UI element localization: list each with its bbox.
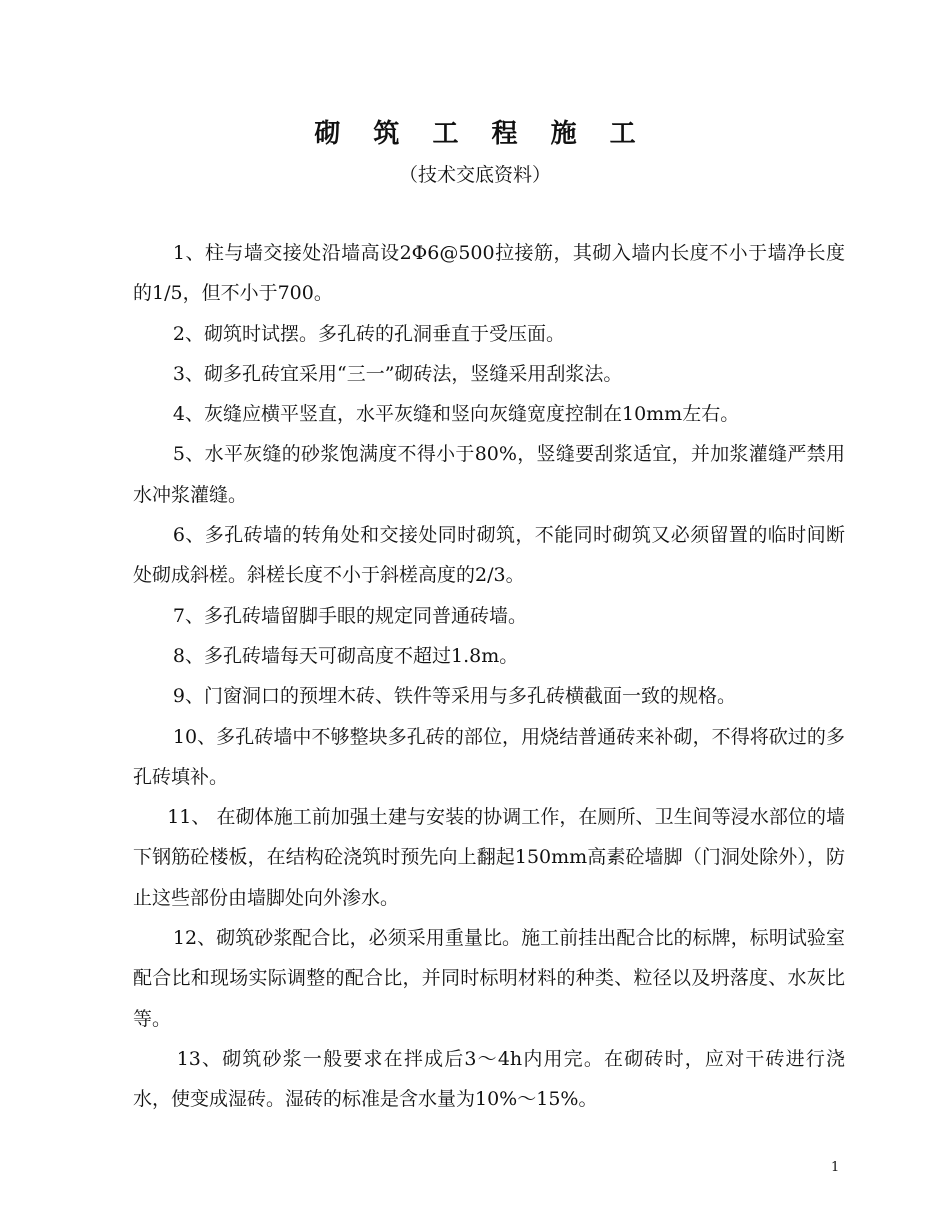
paragraph-12: 12、砌筑砂浆配合比，必须采用重量比。施工前挂出配合比的标牌，标明试验室配合比和现场实际调整的配合比，并同时标明材料的种类、粒径以及坍落度、水灰比等。	[133, 927, 845, 1030]
paragraph-11: 11、 在砌体施工前加强土建与安装的协调工作，在厕所、卫生间等浸水部位的墙下钢筋砼楼板，在结构砼浇筑时预先向上翻起150mm高素砼墙脚（门洞处除外），防止这些部份由墙脚处向外渗水。	[133, 806, 845, 909]
paragraph-13: 13、砌筑砂浆一般要求在拌成后3～4h内用完。在砌砖时，应对干砖进行浇水，使变成湿砖。湿砖的标准是含水量为10%～15%。	[133, 1047, 845, 1111]
paragraph-1: 1、柱与墙交接处沿墙高设2Φ6@500拉接筋，其砌入墙内长度不小于墙净长度的1/5，但不小于700。	[133, 242, 845, 305]
paragraph-6: 6、多孔砖墙的转角处和交接处同时砌筑，不能同时砌筑又必须留置的临时间断处砌成斜槎。斜槎长度不小于斜槎高度的2/3。	[133, 524, 845, 587]
paragraph-8: 8、多孔砖墙每天可砌高度不超过1.8m。	[172, 644, 519, 667]
paragraph-4: 4、灰缝应横平竖直，水平灰缝和竖向灰缝宽度控制在10mm左右。	[172, 403, 740, 426]
paragraph-2: 2、砌筑时试摆。多孔砖的孔洞垂直于受压面。	[172, 322, 565, 345]
paragraph-7: 7、多孔砖墙留脚手眼的规定同普通砖墙。	[172, 604, 527, 627]
paragraph-10: 10、多孔砖墙中不够整块多孔砖的部位，用烧结普通砖来补砌，不得将砍过的多孔砖填补。	[133, 725, 845, 788]
document-subtitle: （技术交底资料）	[398, 164, 551, 186]
document-body	[133, 233, 845, 1120]
paragraph-9: 9、门窗洞口的预埋木砖、铁件等采用与多孔砖横截面一致的规格。	[172, 685, 736, 708]
page-number: 1	[831, 1160, 840, 1175]
paragraph-5: 5、水平灰缝的砂浆饱满度不得小于80%，竖缝要刮浆适宜，并加浆灌缝严禁用水冲浆灌缝。	[133, 443, 845, 506]
document-title: 砌 筑 工 程 施 工	[314, 119, 648, 149]
paragraph-3: 3、砌多孔砖宜采用“三一”砌砖法，竖缝采用刮浆法。	[172, 362, 623, 385]
